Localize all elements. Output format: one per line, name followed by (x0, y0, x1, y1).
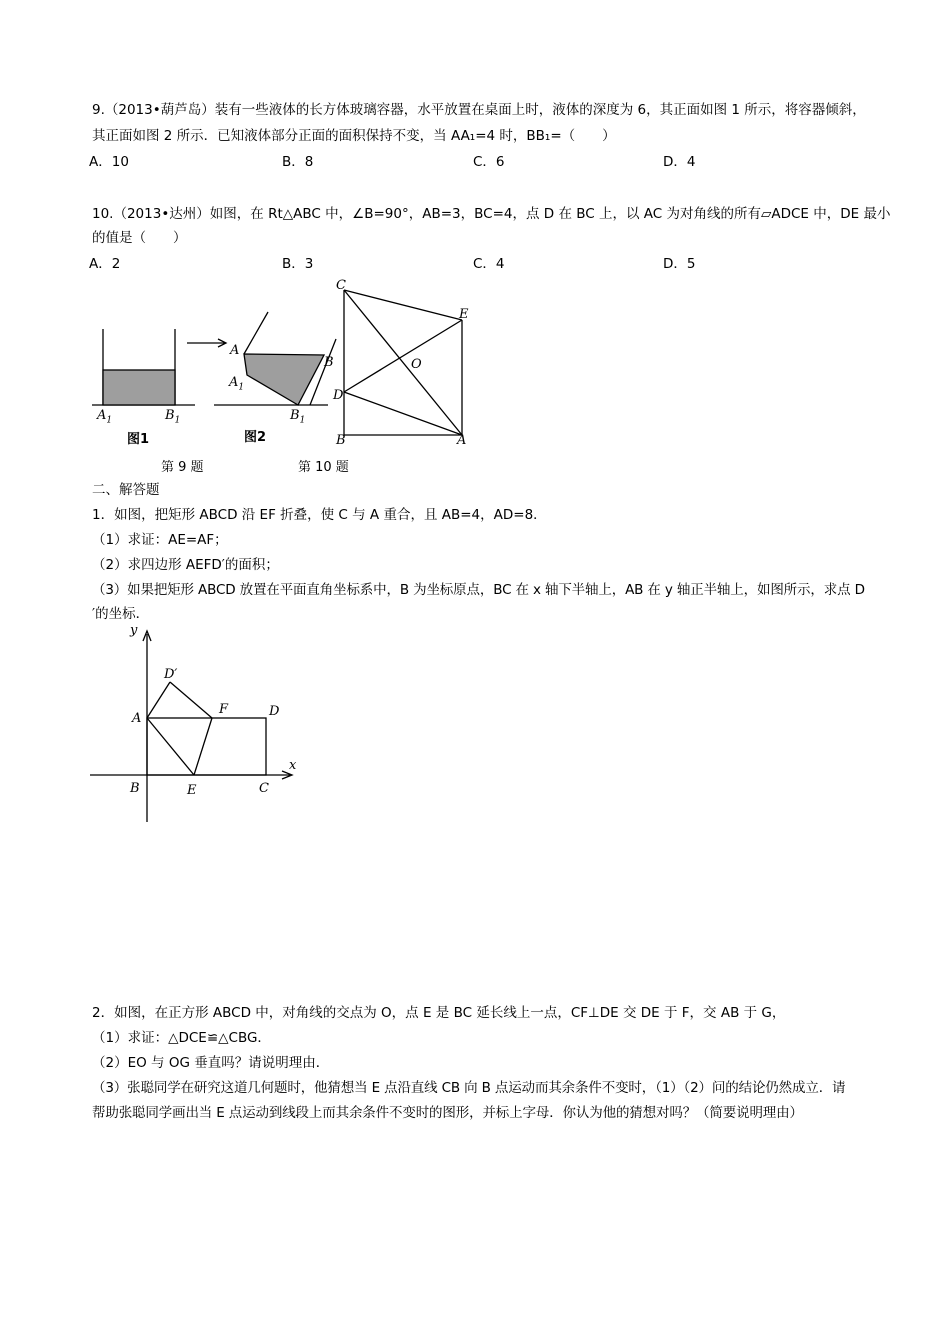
q9-option-a: A．10 (89, 154, 129, 170)
p1-fig-label-c: C (259, 781, 269, 796)
p1-line3: （2）求四边形 AEFD′的面积； (92, 557, 279, 573)
p2-line3: （2）EO 与 OG 垂直吗？请说明理由． (92, 1055, 330, 1071)
fig2-caption: 图2 (244, 430, 267, 445)
fig10-label-o: O (411, 357, 422, 372)
q9-option-d: D．4 (663, 154, 696, 170)
fig10-label-e: E (459, 307, 469, 322)
q9-option-c: C．6 (473, 154, 505, 170)
fig10-label-c: C (336, 278, 346, 293)
section-heading: 二、解答题 (92, 482, 160, 498)
fig2-label-a1: $A_1$ (229, 375, 245, 393)
p1-fig-label-b: B (130, 781, 140, 796)
fig2-label-a: A (230, 343, 240, 358)
p1-fig-label-dprime: D′ (164, 667, 178, 682)
p2-line4: （3）张聪同学在研究这道几何题时，他猜想当 E 点沿直线 CB 向 B 点运动而其余条件不变时，（1）（2）问的结论仍然成立．请 (92, 1080, 846, 1096)
fig1-label-b1: $B_1$ (165, 408, 181, 426)
q10-text-line2: 的值是（ ） (92, 230, 187, 246)
fig10-label-b: B (336, 433, 346, 448)
p1-fig-label-y: y (130, 623, 138, 638)
fig10-label-d: D (333, 388, 344, 403)
p1-fig-label-f: F (219, 702, 229, 717)
p2-line1: 2．如图，在正方形 ABCD 中，对角线的交点为 O，点 E 是 BC 延长线上一点，CF⊥DE 交 DE 于 F，交 AB 于 G， (92, 1005, 786, 1021)
p1-fig-label-d: D (269, 704, 280, 719)
q10-option-d: D．5 (663, 256, 696, 272)
q9-text-line2: 其正面如图 2 所示．已知液体部分正面的面积保持不变，当 AA₁=4 时，BB₁=（ ） (92, 128, 616, 144)
q9-option-b: B．8 (282, 154, 314, 170)
q10-option-c: C．4 (473, 256, 505, 272)
p1-line1: 1．如图，把矩形 ABCD 沿 EF 折叠，使 C 与 A 重合，且 AB=4，AD=8． (92, 507, 547, 523)
p2-line5: 帮助张聪同学画出当 E 点运动到线段上而其余条件不变时的图形，并标上字母．你认为他的猜想对吗？（简要说明理由） (92, 1105, 803, 1121)
q10-figure-caption: 第 10 题 (298, 460, 349, 475)
q9-figure-caption: 第 9 题 (161, 460, 204, 475)
p2-line2: （1）求证：△DCE≌△CBG． (92, 1030, 271, 1046)
fig1-caption: 图1 (127, 432, 150, 447)
p1-line4: （3）如果把矩形 ABCD 放置在平面直角坐标系中，B 为坐标原点，BC 在 x 轴下半轴上，AB 在 y 轴正半轴上，如图所示，求点 D (92, 582, 865, 598)
p1-line2: （1）求证：AE=AF； (92, 532, 228, 548)
p1-fig-label-a: A (132, 711, 142, 726)
fig2-label-b: B (324, 355, 334, 370)
fig10-label-a: A (457, 433, 467, 448)
p1-line5: ′的坐标． (92, 606, 150, 622)
fig2-label-b1: $B_1$ (290, 408, 306, 426)
fig1-label-a1: $A_1$ (97, 408, 113, 426)
p1-fig-label-x: x (289, 758, 297, 773)
q10-option-a: A．2 (89, 256, 121, 272)
p1-fig-label-e: E (187, 783, 197, 798)
q10-text-line1: 10.（2013•达州）如图，在 Rt△ABC 中，∠B=90°，AB=3，BC=4，点 D 在 BC 上，以 AC 为对角线的所有▱ADCE 中，DE 最小 (92, 206, 891, 222)
q9-text-line1: 9.（2013•葫芦岛）装有一些液体的长方体玻璃容器，水平放置在桌面上时，液体的深度为 6，其正面如图 1 所示，将容器倾斜， (92, 102, 866, 118)
q10-option-b: B．3 (282, 256, 314, 272)
